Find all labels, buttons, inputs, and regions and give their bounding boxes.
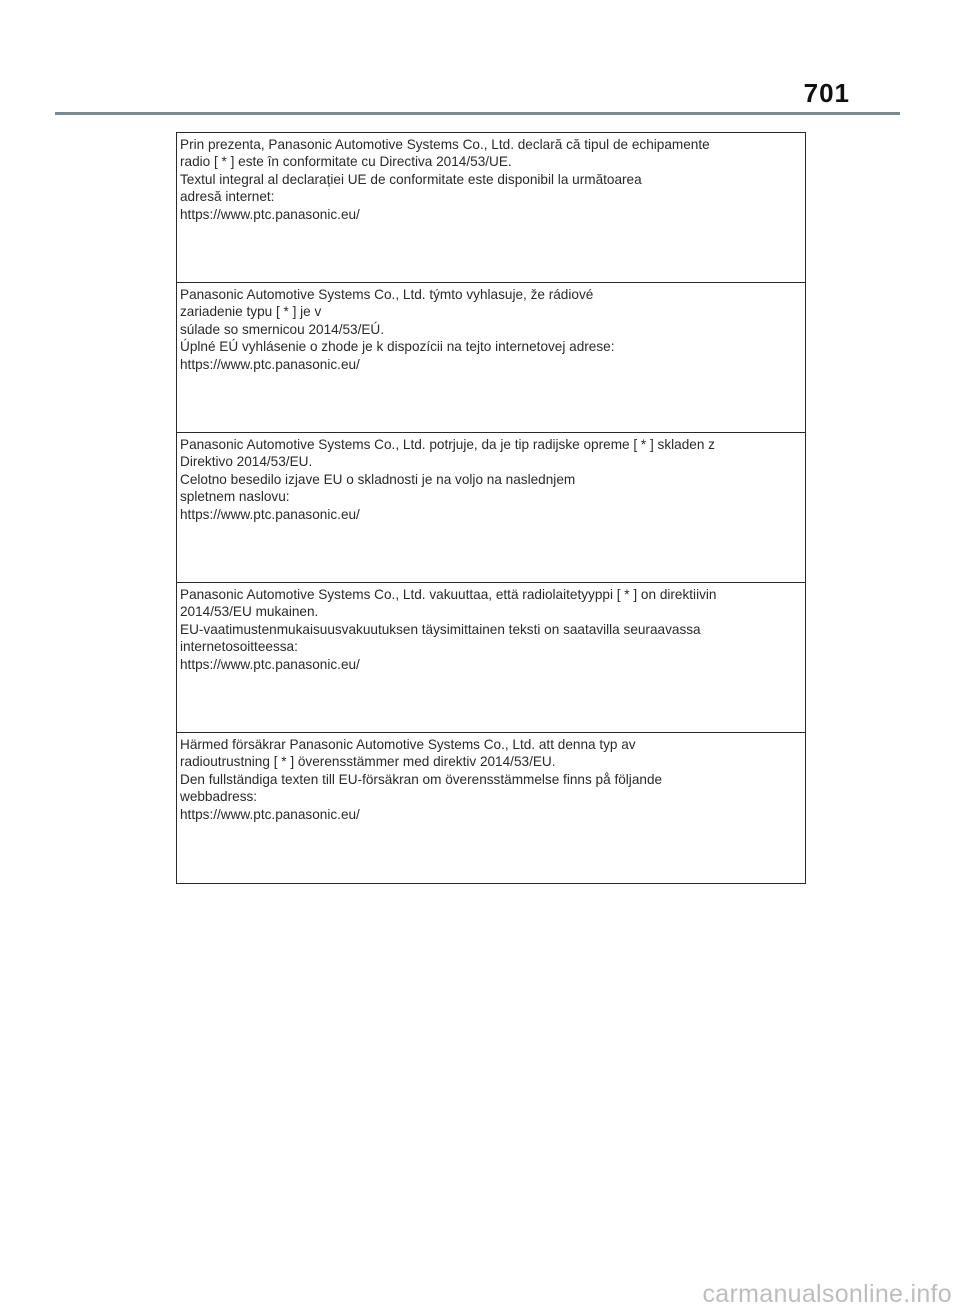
declaration-url[interactable]: https://www.ptc.panasonic.eu/ [180, 806, 360, 822]
declaration-line: Panasonic Automotive Systems Co., Ltd. vakuuttaa, että radiolaitetyyppi [ * ] on direktiivin [180, 587, 717, 602]
declaration-line: Panasonic Automotive Systems Co., Ltd. týmto vyhlasuje, že rádiové [180, 287, 594, 302]
header-rule [55, 112, 900, 115]
declaration-url[interactable]: https://www.ptc.panasonic.eu/ [180, 506, 360, 522]
watermark-text: carmanualsonline.info [702, 1280, 952, 1308]
declaration-url[interactable]: https://www.ptc.panasonic.eu/ [180, 356, 360, 372]
declaration-swedish [177, 733, 805, 883]
declaration-url[interactable]: https://www.ptc.panasonic.eu/ [180, 656, 360, 672]
declaration-finnish [177, 583, 805, 733]
declaration-line: Celotno besedilo izjave EU o skladnosti je na voljo na naslednjem [180, 471, 576, 487]
declaration-line: EU-vaatimustenmukaisuusvakuutuksen täysimittainen teksti on saatavilla seuraavassa [180, 621, 701, 637]
declaration-line: Den fullständiga texten till EU-försäkran om överensstämmelse finns på följande [180, 771, 663, 787]
declaration-line: zariadenie typu [ * ] je v [180, 304, 322, 320]
declaration-romanian [177, 133, 805, 283]
declaration-line: radio [ * ] este în conformitate cu Directiva 2014/53/UE. [180, 154, 512, 170]
declaration-line: Prin prezenta, Panasonic Automotive Systems Co., Ltd. declară că tipul de echipamente [180, 137, 710, 152]
declaration-line: Direktivo 2014/53/EU. [180, 454, 313, 470]
declaration-url[interactable]: https://www.ptc.panasonic.eu/ [180, 206, 360, 222]
declaration-line: Härmed försäkrar Panasonic Automotive Systems Co., Ltd. att denna typ av [180, 737, 636, 752]
declaration-line: Panasonic Automotive Systems Co., Ltd. potrjuje, da je tip radijske opreme [ * ] skladen z [180, 437, 715, 452]
declaration-line: adresă internet: [180, 189, 275, 205]
declaration-line: 2014/53/EU mukainen. [180, 604, 319, 620]
declaration-line: webbadress: [180, 789, 258, 805]
declarations-table [176, 132, 806, 884]
declaration-line: súlade so smernicou 2014/53/EÚ. [180, 321, 385, 337]
page-number: 701 [803, 78, 850, 108]
declaration-slovak [177, 283, 805, 433]
declaration-line: radioutrustning [ * ] överensstämmer med direktiv 2014/53/EU. [180, 754, 556, 770]
declaration-slovenian [177, 433, 805, 583]
declaration-line: Textul integral al declarației UE de conformitate este disponibil la următoarea [180, 171, 642, 187]
declaration-line: internetosoitteessa: [180, 639, 298, 655]
declaration-line: spletnem naslovu: [180, 489, 290, 505]
declaration-line: Úplné EÚ vyhlásenie o zhode je k dispozícii na tejto internetovej adrese: [180, 339, 615, 355]
